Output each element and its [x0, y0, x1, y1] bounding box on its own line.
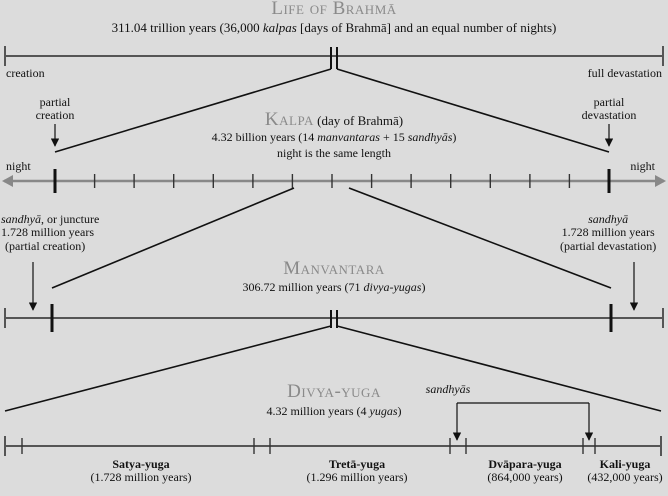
- creation-label: creation: [6, 66, 45, 80]
- yuga-treta: Tretā-yuga (1.296 million years): [306, 457, 408, 485]
- kalpa-timeline: [2, 169, 666, 193]
- night-length-note: night is the same length: [277, 146, 391, 160]
- sandhyas-bracket: [457, 403, 589, 440]
- manvantara-description: 306.72 million years (71 divya-yugas): [242, 280, 426, 294]
- kalpa-title: Kalpa (day of Brahmā): [264, 109, 404, 130]
- manvantara-title: Manvantara: [283, 258, 385, 279]
- manvantara-timeline: [5, 304, 663, 332]
- night-right-label: night: [630, 159, 655, 173]
- divya-yuga-title: Divya-yuga: [287, 381, 381, 402]
- yuga-satya: Satya-yuga (1.728 million years): [90, 457, 192, 485]
- yuga-kali: Kali-yuga (432,000 years): [587, 457, 663, 485]
- kalpa-description: 4.32 billion years (14 manvantaras + 15 sandhyās): [211, 130, 457, 144]
- night-left-label: night: [6, 159, 31, 173]
- full-devastation-label: full devastation: [587, 66, 662, 80]
- partial-devastation-label: partial devastation: [581, 95, 637, 123]
- divya-yuga-timeline: [5, 436, 661, 456]
- partial-creation-label: partial creation: [35, 95, 75, 123]
- life-timeline: [5, 46, 663, 69]
- life-description: 311.04 trillion years (36,000 kalpas [days of Brahmā] and an equal number of nights): [111, 20, 557, 35]
- life-title: Life of Brahmā: [271, 0, 397, 19]
- sandhyas-label: sandhyās: [425, 382, 471, 396]
- sandhya-right-note: sandhyā 1.728 million years (partial devastation): [560, 212, 657, 253]
- sandhya-left-note: sandhyā, or juncture 1.728 million years (partial creation): [1, 212, 100, 253]
- divya-yuga-description: 4.32 million years (4 yugas): [266, 404, 402, 418]
- yuga-dvapara: Dvāpara-yuga (864,000 years): [487, 457, 563, 485]
